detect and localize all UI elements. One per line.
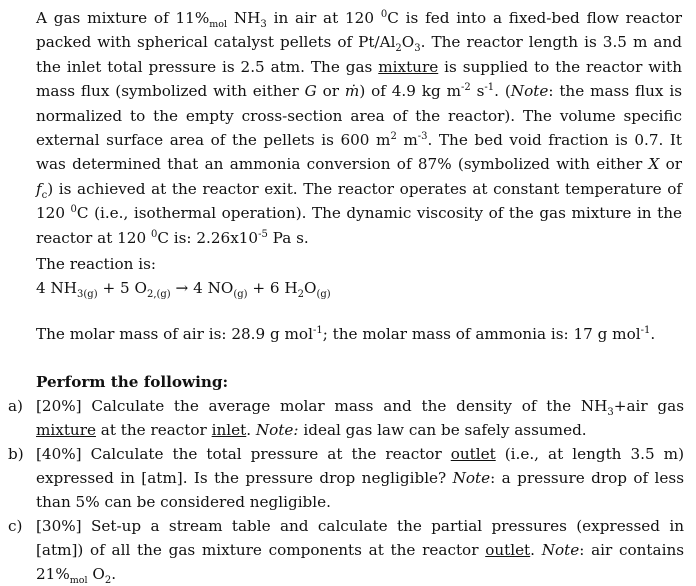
- task-a-label: a): [8, 397, 23, 415]
- task-c-text: [30%] Set-up a stream table and calculate the partial pressures (expressed in [atm]) of all the gas mixture components at the reactor outlet. Note: air contains $21\%_{mol}$ $O_2$.: [36, 517, 685, 586]
- reaction-label: The reaction is:: [36, 255, 157, 273]
- task-a-text: [20%] Calculate the average molar mass and the density of the $NH_3+air$ gas mixture at the reactor inlet. Note: ideal gas law can be safely assumed.: [36, 397, 685, 439]
- task-b-text: [40%] Calculate the total pressure at the reactor outlet (i.e., at length 3.5 m) expressed in [atm]. Is the pressure drop negligible? Note: a pressure drop of less than 5% can be considered negligible.: [36, 445, 684, 511]
- molar-mass-line: The molar mass of air is: 28.9 g mol$^{-1}$; the molar mass of ammonia is: 17 g mol$^{-1}$.: [36, 324, 656, 343]
- perform-heading: Perform the following:: [36, 373, 229, 391]
- task-b-label: b): [8, 445, 24, 463]
- task-c-label: c): [8, 517, 23, 535]
- reaction-equation: 4 $NH_{3(g)} + 5$ $O_{2,(g)} \to 4$ $NO_{(g)} + 6$ $H_2O_{(g)}$: [36, 279, 331, 301]
- problem-intro: A gas mixture of $11\%_{mol}$ $NH_3$ in air at 120 $^0$C is fed into a fixed-bed flow reactor packed with spherical catalyst pellets of $Pt/Al_2O_3$. The reactor length is 3.5 m and the inlet total pressure is 2.5 atm. The gas mixture is supplied to the reactor with mass flux (symbolized with either G or ṁ) of 4.9 kg $m^{-2}$ $s^{-1}$. (Note: the mass flux is normalized to the empty cross-section area of the reactor). The volume specific external surface area of the pellets is 600 $m^2$ $m^{-3}$. The bed void fraction is 0.7. It was determined that an ammonia conversion of 87% (symbolized with either X or $f_c$) is achieved at the reactor exit. The reactor operates at constant temperature of 120 $^0$C (i.e., isothermal operation). The dynamic viscosity of the gas mixture in the reactor at 120 $^0$C is: $2.26x10^{-5}$ Pa s.: [36, 8, 683, 247]
